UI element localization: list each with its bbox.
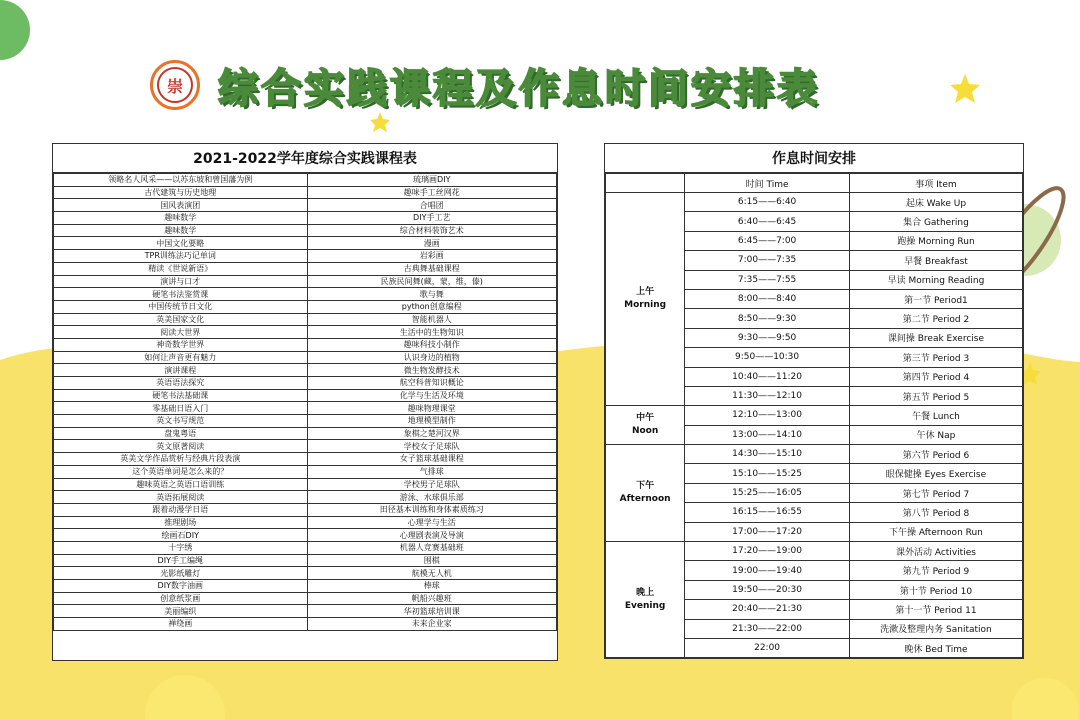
period-label — [606, 445, 685, 542]
course-row — [54, 618, 557, 631]
course-left-cell: 这个英语单词是怎么来的？ — [54, 465, 308, 478]
course-left-cell: 英语语法探究 — [54, 377, 308, 390]
schedule-time-cell: 6:15——6:40 — [685, 193, 850, 212]
course-right-cell: 华初篮球培训课 — [307, 605, 557, 618]
course-right-cell: 游泳、水球俱乐部 — [307, 491, 557, 504]
course-right-cell: 地理模型制作 — [307, 415, 557, 428]
period-label-cn: 下午 — [636, 481, 655, 492]
course-row — [54, 377, 557, 390]
period-label — [606, 193, 685, 406]
schedule-time-cell: 11:30——12:10 — [685, 386, 850, 405]
schedule-item-cell: 跑操 Morning Run — [849, 231, 1022, 250]
schedule-row — [606, 542, 1023, 561]
schedule-header-item: 事项 Item — [849, 174, 1022, 193]
schedule-item-cell: 第十一节 Period 11 — [849, 600, 1022, 619]
course-left-cell: 英文书写规范 — [54, 415, 308, 428]
course-right-cell: 综合材料装饰艺术 — [307, 224, 557, 237]
course-row — [54, 605, 557, 618]
course-row — [54, 174, 557, 187]
schedule-item-cell: 早读 Morning Reading — [849, 270, 1022, 289]
course-right-cell: 古典舞基础课程 — [307, 262, 557, 275]
course-left-cell: 十字绣 — [54, 541, 308, 554]
schedule-time-cell: 6:45——7:00 — [685, 231, 850, 250]
course-row — [54, 402, 557, 415]
schedule-time-cell: 17:20——19:00 — [685, 542, 850, 561]
period-label — [606, 542, 685, 658]
course-right-cell: 微生物发酵技术 — [307, 364, 557, 377]
course-right-cell: 民族民间舞(藏，蒙，维，傣) — [307, 275, 557, 288]
course-left-cell: 中国传统节日文化 — [54, 300, 308, 313]
course-right-cell: 航模无人机 — [307, 567, 557, 580]
schedule-header-row — [606, 174, 1023, 193]
schedule-time-cell: 19:50——20:30 — [685, 580, 850, 599]
schedule-item-cell: 第九节 Period 9 — [849, 561, 1022, 580]
course-right-cell: 琉璃画DIY — [307, 174, 557, 187]
course-row — [54, 313, 557, 326]
course-right-cell: 心理学与生活 — [307, 516, 557, 529]
schedule-title: 作息时间安排 — [605, 144, 1023, 173]
course-left-cell: 演讲与口才 — [54, 275, 308, 288]
schedule-item-cell: 第三节 Period 3 — [849, 348, 1022, 367]
course-row — [54, 491, 557, 504]
course-right-cell: 趣味物理课堂 — [307, 402, 557, 415]
course-row — [54, 300, 557, 313]
course-right-cell: 气排球 — [307, 465, 557, 478]
page-title: 综合实践课程及作息时间安排表 — [218, 65, 820, 112]
course-right-cell: 岩彩画 — [307, 250, 557, 263]
schedule-time-cell: 10:40——11:20 — [685, 367, 850, 386]
course-left-cell: 神奇数学世界 — [54, 338, 308, 351]
schedule-time-cell: 22:00 — [685, 638, 850, 657]
course-left-cell: 如何让声音更有魅力 — [54, 351, 308, 364]
schedule-time-cell: 20:40——21:30 — [685, 600, 850, 619]
course-row — [54, 415, 557, 428]
schedule-item-cell: 早餐 Breakfast — [849, 251, 1022, 270]
course-left-cell: 国风表演团 — [54, 199, 308, 212]
course-right-cell: 漫画 — [307, 237, 557, 250]
schedule-time-cell: 14:30——15:10 — [685, 445, 850, 464]
schedule-item-cell: 第六节 Period 6 — [849, 445, 1022, 464]
course-left-cell: 零基础日语入门 — [54, 402, 308, 415]
green-corner-circle — [0, 0, 30, 60]
course-right-cell: DIY手工艺 — [307, 212, 557, 225]
period-label-en: Afternoon — [619, 494, 671, 505]
course-row — [54, 529, 557, 542]
course-left-cell: 英文原著阅读 — [54, 440, 308, 453]
course-row — [54, 567, 557, 580]
course-left-cell: 绘画石DIY — [54, 529, 308, 542]
period-label-en: Evening — [624, 600, 666, 611]
schedule-time-cell: 15:10——15:25 — [685, 464, 850, 483]
course-right-cell: 未来企业家 — [307, 618, 557, 631]
period-label-cn: 上午 — [636, 287, 655, 298]
course-row — [54, 186, 557, 199]
course-left-cell: 精读《世说新语》 — [54, 262, 308, 275]
course-left-cell: 趣味数学 — [54, 212, 308, 225]
schedule-item-cell: 第七节 Period 7 — [849, 483, 1022, 502]
schedule-time-cell: 21:30——22:00 — [685, 619, 850, 638]
course-row — [54, 440, 557, 453]
schedule-time-cell: 19:00——19:40 — [685, 561, 850, 580]
course-right-cell: 田径基本训练和身体素质练习 — [307, 503, 557, 516]
course-table-panel — [52, 143, 558, 661]
schedule-time-cell: 7:00——7:35 — [685, 251, 850, 270]
course-left-cell: 演讲课程 — [54, 364, 308, 377]
schedule-item-cell: 第二节 Period 2 — [849, 309, 1022, 328]
course-right-cell: 认识身边的植物 — [307, 351, 557, 364]
course-left-cell: 光影纸雕灯 — [54, 567, 308, 580]
course-right-cell: 机器人竞赛基础班 — [307, 541, 557, 554]
course-right-cell: 象棋之楚河汉界 — [307, 427, 557, 440]
course-row — [54, 275, 557, 288]
schedule-time-cell: 9:30——9:50 — [685, 328, 850, 347]
course-row — [54, 338, 557, 351]
course-row — [54, 212, 557, 225]
course-row — [54, 580, 557, 593]
schedule-panel — [604, 143, 1024, 659]
schedule-item-cell: 课外活动 Activities — [849, 542, 1022, 561]
schedule-item-cell: 课间操 Break Exercise — [849, 328, 1022, 347]
course-right-cell: 歌与舞 — [307, 288, 557, 301]
schedule-time-cell: 12:10——13:00 — [685, 406, 850, 425]
schedule-item-cell: 第五节 Period 5 — [849, 386, 1022, 405]
course-row — [54, 592, 557, 605]
schedule-table — [605, 173, 1023, 658]
star-icon — [950, 74, 980, 103]
course-row — [54, 224, 557, 237]
schedule-item-cell: 第四节 Period 4 — [849, 367, 1022, 386]
course-row — [54, 541, 557, 554]
logo-mark: 崇 — [157, 67, 193, 103]
course-left-cell: DIY数字油画 — [54, 580, 308, 593]
schedule-item-cell: 眼保健操 Eyes Exercise — [849, 464, 1022, 483]
course-row — [54, 364, 557, 377]
course-left-cell: 英美国家文化 — [54, 313, 308, 326]
course-left-cell: 中国文化要略 — [54, 237, 308, 250]
course-row — [54, 389, 557, 402]
course-left-cell: TPR训练法巧记单词 — [54, 250, 308, 263]
schedule-row — [606, 406, 1023, 425]
course-row — [54, 453, 557, 466]
schedule-item-cell: 晚休 Bed Time — [849, 638, 1022, 657]
schedule-item-cell: 第十节 Period 10 — [849, 580, 1022, 599]
course-right-cell: 学校女子足球队 — [307, 440, 557, 453]
course-right-cell: 学校男子足球队 — [307, 478, 557, 491]
schedule-time-cell: 13:00——14:10 — [685, 425, 850, 444]
schedule-item-cell: 午餐 Lunch — [849, 406, 1022, 425]
course-left-cell: 英美文学作品赏析与经典片段表演 — [54, 453, 308, 466]
course-row — [54, 554, 557, 567]
course-table — [53, 173, 557, 631]
course-left-cell: 趣味英语之英语口语训练 — [54, 478, 308, 491]
course-left-cell: 推理剧场 — [54, 516, 308, 529]
course-row — [54, 465, 557, 478]
schedule-item-cell: 第八节 Period 8 — [849, 503, 1022, 522]
schedule-item-cell: 午休 Nap — [849, 425, 1022, 444]
course-row — [54, 262, 557, 275]
schedule-row — [606, 445, 1023, 464]
schedule-header-time: 时间 Time — [685, 174, 850, 193]
course-left-cell: 领略名人风采——以苏东坡和曾国藩为例 — [54, 174, 308, 187]
schedule-time-cell: 9:50——10:30 — [685, 348, 850, 367]
schedule-time-cell: 8:50——9:30 — [685, 309, 850, 328]
schedule-time-cell: 15:25——16:05 — [685, 483, 850, 502]
schedule-item-cell: 洗漱及整理内务 Sanitation — [849, 619, 1022, 638]
course-left-cell: 硬笔书法鉴赏课 — [54, 288, 308, 301]
schedule-time-cell: 8:00——8:40 — [685, 289, 850, 308]
course-right-cell: 趣味手工丝网花 — [307, 186, 557, 199]
course-left-cell: 跟着动漫学日语 — [54, 503, 308, 516]
schedule-row — [606, 193, 1023, 212]
course-right-cell: 合唱团 — [307, 199, 557, 212]
schedule-time-cell: 7:35——7:55 — [685, 270, 850, 289]
schedule-item-cell: 起床 Wake Up — [849, 193, 1022, 212]
period-label-cn: 中午 — [636, 413, 655, 424]
course-right-cell: 航空科普知识概论 — [307, 377, 557, 390]
schedule-time-cell: 16:15——16:55 — [685, 503, 850, 522]
course-row — [54, 199, 557, 212]
course-row — [54, 250, 557, 263]
schedule-item-cell: 第一节 Period1 — [849, 289, 1022, 308]
schedule-item-cell: 下午操 Afternoon Run — [849, 522, 1022, 541]
course-row — [54, 478, 557, 491]
course-right-cell: 趣味科技小制作 — [307, 338, 557, 351]
course-row — [54, 237, 557, 250]
course-left-cell: 阅读大世界 — [54, 326, 308, 339]
course-row — [54, 351, 557, 364]
course-row — [54, 326, 557, 339]
course-right-cell: 心理剧表演及导演 — [307, 529, 557, 542]
schedule-time-cell: 17:00——17:20 — [685, 522, 850, 541]
course-right-cell: python创意编程 — [307, 300, 557, 313]
course-row — [54, 288, 557, 301]
course-right-cell: 女子篮球基础课程 — [307, 453, 557, 466]
course-right-cell: 化学与生活及环境 — [307, 389, 557, 402]
course-left-cell: 古代建筑与历史地理 — [54, 186, 308, 199]
course-left-cell: DIY手工编绳 — [54, 554, 308, 567]
course-right-cell: 智能机器人 — [307, 313, 557, 326]
course-left-cell: 禅绕画 — [54, 618, 308, 631]
course-left-cell: 创意纸浆画 — [54, 592, 308, 605]
period-label-cn: 晚上 — [636, 587, 655, 598]
course-left-cell: 盘鬼粤语 — [54, 427, 308, 440]
course-right-cell: 棒球 — [307, 580, 557, 593]
page-header — [150, 50, 820, 120]
course-row — [54, 516, 557, 529]
schedule-time-cell: 6:40——6:45 — [685, 212, 850, 231]
course-row — [54, 503, 557, 516]
school-logo — [150, 60, 200, 110]
course-left-cell: 英语拓展阅读 — [54, 491, 308, 504]
course-row — [54, 427, 557, 440]
course-left-cell: 硬笔书法基础课 — [54, 389, 308, 402]
course-right-cell: 生活中的生物知识 — [307, 326, 557, 339]
course-left-cell: 趣味数学 — [54, 224, 308, 237]
course-right-cell: 围棋 — [307, 554, 557, 567]
course-right-cell: 帆船兴趣班 — [307, 592, 557, 605]
period-label — [606, 406, 685, 445]
schedule-table-body — [606, 174, 1023, 658]
course-left-cell: 美丽编织 — [54, 605, 308, 618]
schedule-item-cell: 集合 Gathering — [849, 212, 1022, 231]
course-table-body — [54, 174, 557, 631]
period-label-en: Morning — [624, 300, 667, 311]
period-label-en: Noon — [631, 426, 659, 437]
course-table-title: 2021-2022学年度综合实践课程表 — [53, 144, 557, 173]
schedule-header-period — [606, 174, 685, 193]
